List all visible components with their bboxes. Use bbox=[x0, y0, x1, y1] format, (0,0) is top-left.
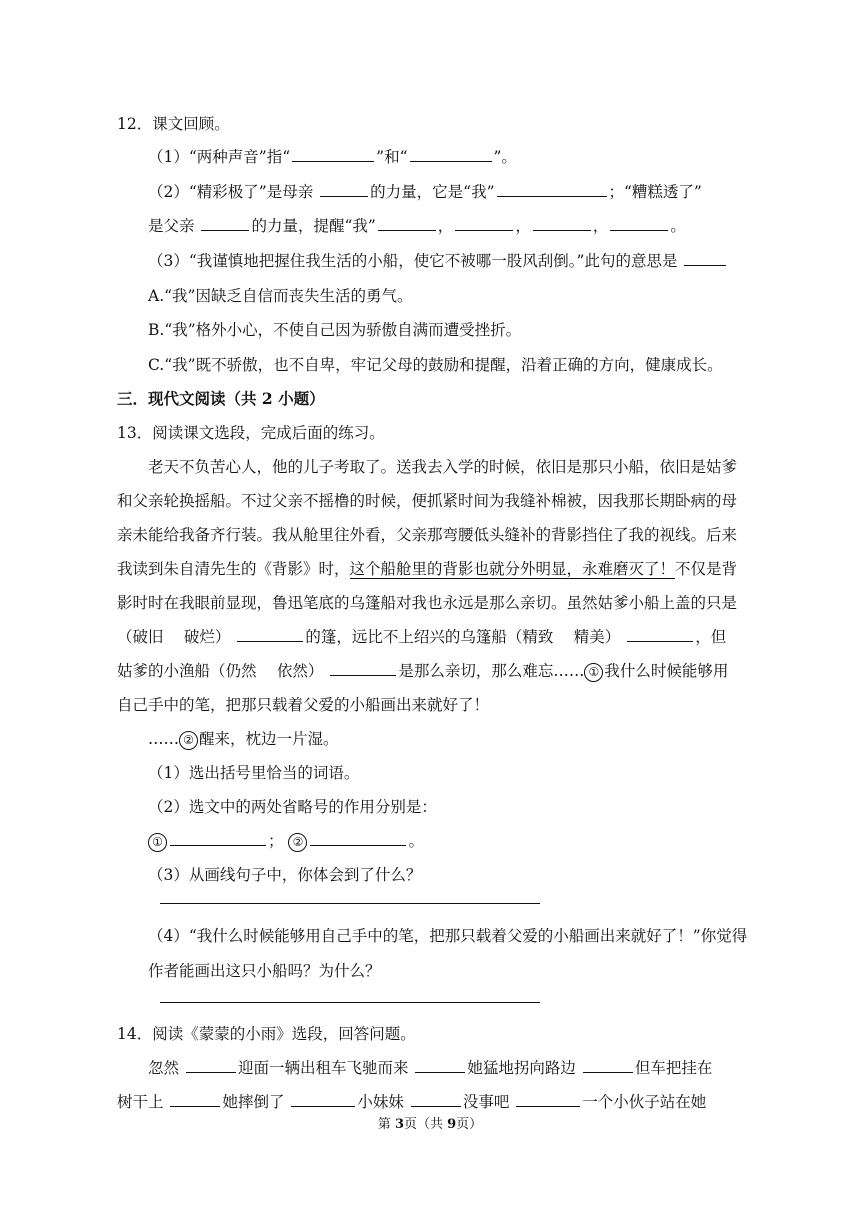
circled-number-1: ① bbox=[148, 833, 167, 852]
passage-line: 影时时在我眼前显现，鲁迅笔底的乌篷船对我也永远是那么亲切。虽然姑爹小船上盖的只是 bbox=[117, 594, 738, 612]
punctuation-blank[interactable] bbox=[583, 1058, 633, 1073]
passage-line: 老天不负苦心人，他的儿子考取了。送我去入学的时候，依旧是那只小船，依旧是姑爹 bbox=[148, 458, 738, 476]
passage-line: 和父亲轮换摇船。不过父亲不摇橹的时候，便抓紧时间为我缝补棉被，因我那长期卧病的母 bbox=[117, 492, 738, 510]
answer-blank[interactable] bbox=[684, 251, 726, 266]
answer-blank[interactable] bbox=[292, 147, 374, 162]
answer-blank[interactable] bbox=[237, 627, 303, 642]
q12-option-b: B.“我”格外小心，不使自己因为骄傲自满而遭受挫折。 bbox=[148, 321, 522, 339]
q13-sub4-line1: （4）“我什么时候能够用自己手中的笔，把那只载着父爱的小船画出来就好了！”你觉得 bbox=[148, 927, 748, 945]
passage-line: 我读到朱自清先生的《背影》时，这个船舱里的背影也就分外明显，永难磨灭了！不仅是背 bbox=[117, 560, 738, 578]
punctuation-blank[interactable] bbox=[516, 1092, 580, 1107]
punctuation-blank[interactable] bbox=[170, 1092, 220, 1107]
q12-part2-line1: （2）“精彩极了”是母亲 的力量，它是“我” ；“糟糕透了” bbox=[148, 183, 702, 201]
answer-blank[interactable] bbox=[410, 147, 492, 162]
page-footer: 第 3页（共 9页） bbox=[377, 1117, 483, 1132]
passage-line: 姑爹的小渔船（仍然 依然） 是那么亲切，那么难忘…… ① 我什么时候能够用 bbox=[117, 662, 729, 680]
q12-part1: （1）“两种声音”指“ ”和“ ”。 bbox=[148, 148, 517, 166]
answer-blank[interactable] bbox=[320, 182, 368, 197]
q12-option-c: C.“我”既不骄傲，也不自卑，牢记父母的鼓励和提醒，沿着正确的方向，健康成长。 bbox=[148, 356, 723, 374]
q13-sub4-line2: 作者能画出这只小船吗？为什么？ bbox=[148, 962, 381, 980]
answer-blank[interactable] bbox=[610, 216, 668, 231]
q12-part3: （3）“我谨慎地把握住我生活的小船，使它不被哪一股风刮倒。”此句的意思是 bbox=[148, 251, 728, 271]
q13-sub3: （3）从画线句子中，你体会到了什么？ bbox=[148, 866, 422, 884]
circled-number-2: ② bbox=[179, 731, 198, 750]
q14-line1: 忽然 迎面一辆出租车飞驰而来 她猛地拐向路边 但车把挂在 bbox=[148, 1059, 713, 1077]
q12-part2-line2: 是父亲 的力量，提醒“我” ， ， ， 。 bbox=[148, 217, 686, 235]
q13-sub1: （1）选出括号里恰当的词语。 bbox=[148, 764, 360, 782]
q14-line2: 树干上 她摔倒了 小妹妹 没事吧 一个小伙子站在她 bbox=[117, 1093, 707, 1111]
passage-line: 自己手中的笔，把那只载着父爱的小船画出来就好了！ bbox=[117, 696, 490, 714]
q13-title: 13．阅读课文选段，完成后面的练习。 bbox=[117, 424, 385, 442]
punctuation-blank[interactable] bbox=[415, 1058, 465, 1073]
answer-blank[interactable] bbox=[201, 216, 249, 231]
page-number: 3 bbox=[394, 1117, 404, 1132]
circled-number-1: ① bbox=[584, 663, 603, 682]
underlined-sentence: 这个船舱里的背影也就分外明显，永难磨灭了！ bbox=[349, 560, 676, 578]
answer-blank[interactable] bbox=[310, 831, 406, 846]
passage-line: 亲未能给我备齐行装。我从舱里往外看，父亲那弯腰低头缝补的背影挡住了我的视线。后来 bbox=[117, 526, 738, 544]
circled-number-2: ② bbox=[288, 833, 307, 852]
answer-blank[interactable] bbox=[497, 182, 607, 197]
punctuation-blank[interactable] bbox=[291, 1092, 355, 1107]
q13-sub2: （2）选文中的两处省略号的作用分别是： bbox=[148, 798, 437, 816]
answer-blank[interactable] bbox=[378, 216, 436, 231]
answer-blank[interactable] bbox=[455, 216, 513, 231]
answer-blank[interactable] bbox=[533, 216, 591, 231]
passage-line: …… ② 醒来，枕边一片湿。 bbox=[148, 730, 339, 748]
answer-line[interactable] bbox=[160, 1002, 540, 1003]
q13-sub2-answers: ① ； ② 。 bbox=[148, 831, 424, 852]
punctuation-blank[interactable] bbox=[186, 1058, 236, 1073]
answer-blank[interactable] bbox=[330, 661, 396, 676]
section-heading: 三．现代文阅读（共 2 小题） bbox=[117, 389, 325, 408]
answer-line[interactable] bbox=[160, 903, 540, 904]
total-pages: 9 bbox=[447, 1117, 457, 1132]
answer-blank[interactable] bbox=[627, 627, 693, 642]
passage-line: （破旧 破烂） 的篷，远比不上绍兴的乌篷船（精致 精美） ，但 bbox=[117, 628, 727, 646]
punctuation-blank[interactable] bbox=[411, 1092, 461, 1107]
q14-title: 14．阅读《蒙蒙的小雨》选段，回答问题。 bbox=[117, 1025, 416, 1043]
answer-blank[interactable] bbox=[170, 831, 266, 846]
q12-option-a: A.“我”因缺乏自信而丧失生活的勇气。 bbox=[148, 287, 413, 305]
q12-title: 12．课文回顾。 bbox=[117, 115, 230, 133]
